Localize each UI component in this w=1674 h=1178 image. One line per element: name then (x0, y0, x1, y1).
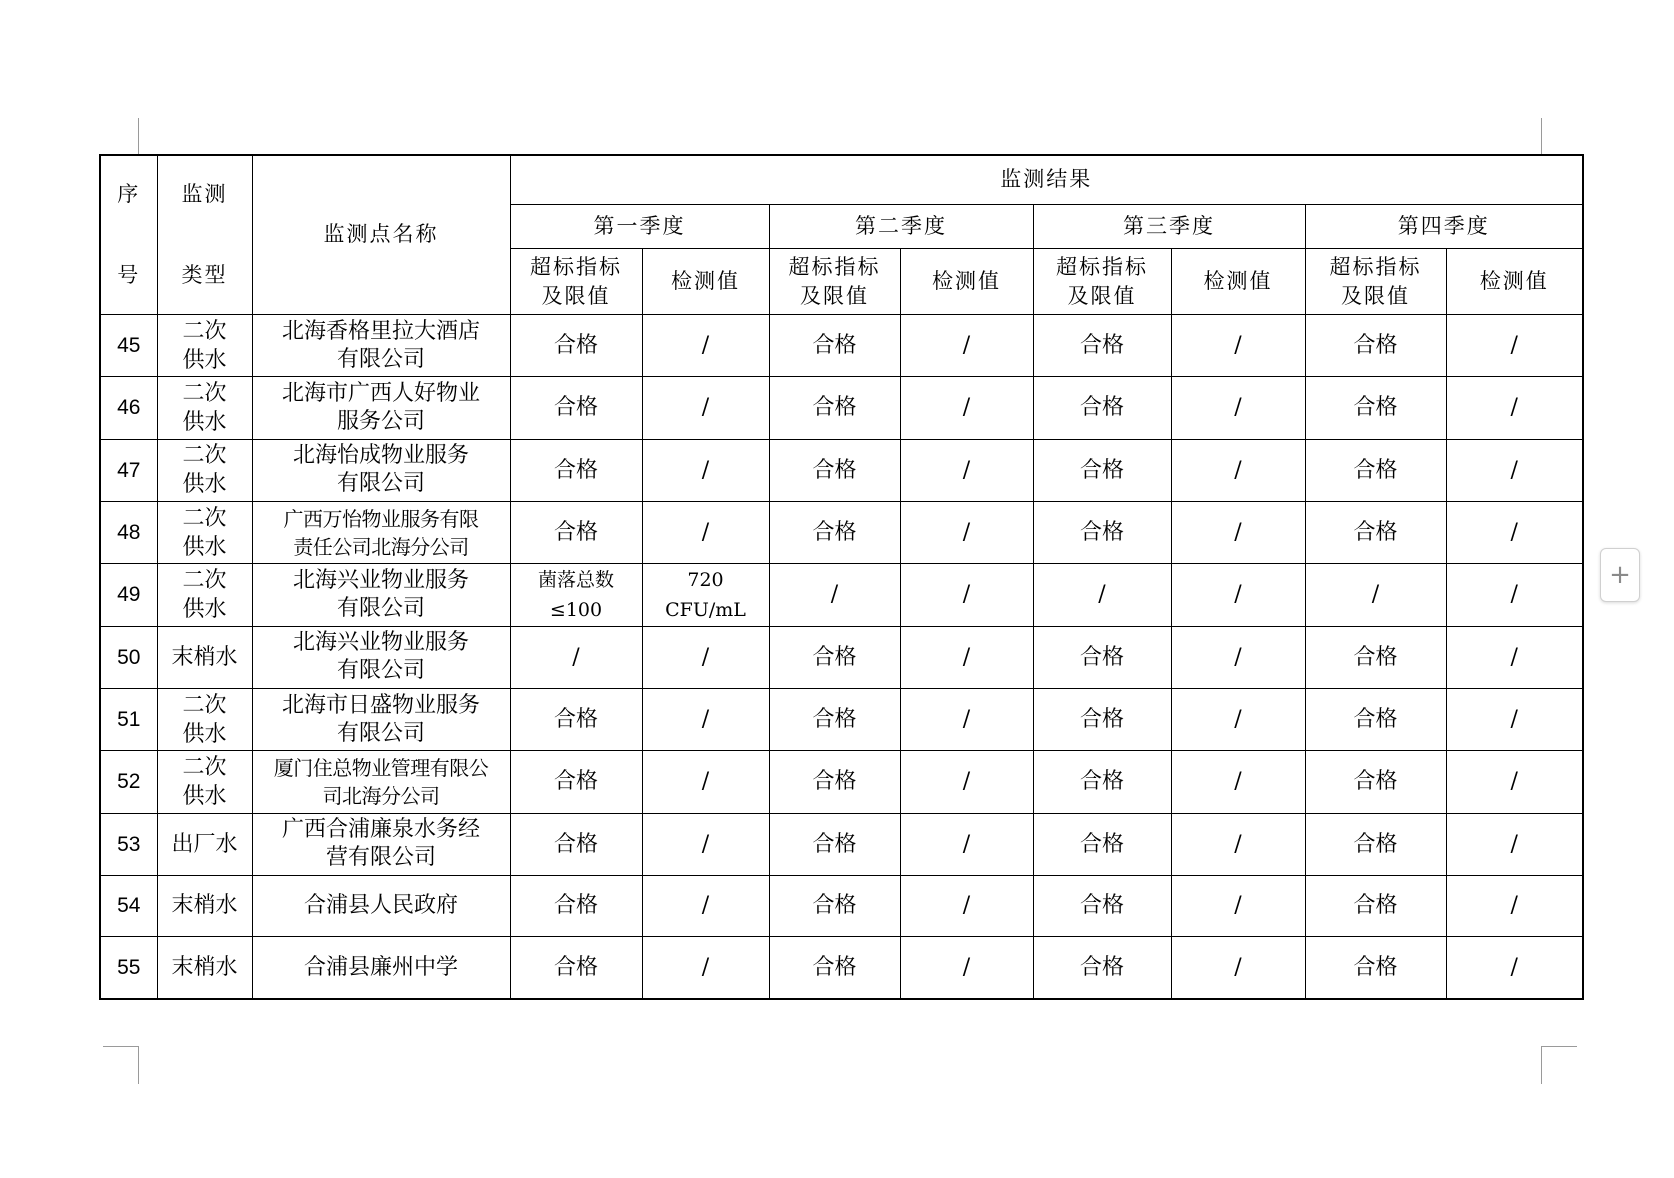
cell-value: 720 (687, 568, 724, 591)
q2-measured-cell (900, 937, 1033, 999)
q3-exceed-cell (1033, 813, 1171, 875)
monitoring-type-line: 末梢水 (171, 644, 238, 670)
q3-exceed-cell (1033, 626, 1171, 688)
crop-mark-top-right (1541, 118, 1542, 154)
q3-exceed-cell (1033, 439, 1171, 501)
cell-value: / (962, 707, 971, 732)
q2-measured-cell (900, 813, 1033, 875)
site-name-line: 北海市日盛物业服务 (281, 692, 480, 718)
cell-value: / (1234, 520, 1242, 546)
header-exceed-line: 超标指标 (530, 254, 622, 279)
monitoring-type-line: 二次 (182, 505, 227, 531)
table-row (100, 937, 1583, 999)
cell-value: / (962, 644, 971, 670)
cell-value: 合格 (812, 644, 857, 670)
q3-measured-cell (1171, 564, 1305, 626)
cell-value: / (1234, 707, 1242, 732)
header-exceed-line: 及限值 (1341, 283, 1410, 308)
q4-measured-cell (1446, 564, 1583, 626)
cell-value: 合格 (812, 893, 857, 919)
monitoring-type-line: 供水 (182, 409, 227, 435)
q3-measured-cell (1171, 314, 1305, 376)
table-row (100, 501, 1583, 563)
cell-value: 合格 (553, 707, 598, 732)
header-exceed-q2 (769, 249, 900, 314)
row-number: 55 (100, 937, 157, 999)
q3-measured-cell (1171, 377, 1305, 439)
cell-value: / (1234, 955, 1242, 981)
cell-value: / (1234, 333, 1242, 359)
cell-value: 合格 (1079, 831, 1124, 857)
site-name-line: 北海市广西人好物业 (281, 380, 480, 406)
cell-value: 合格 (1079, 769, 1124, 795)
header-quarter-4: 第四季度 (1305, 204, 1583, 249)
cell-value: 合格 (1353, 707, 1398, 732)
monitoring-type-line: 出厂水 (171, 831, 238, 857)
cell-value: / (1510, 520, 1518, 546)
site-name (252, 564, 510, 626)
q2-measured-cell (900, 439, 1033, 501)
header-exceed-line: 及限值 (541, 283, 611, 308)
q2-exceed-cell (769, 751, 900, 813)
site-name-line: 北海怡成物业服务 (292, 443, 469, 469)
q4-measured-cell (1446, 377, 1583, 439)
cell-value: 合格 (553, 395, 598, 421)
site-name-line: 合浦县人民政府 (303, 892, 458, 918)
header-measured-q4: 检测值 (1446, 249, 1583, 314)
q4-measured-cell (1446, 439, 1583, 501)
q4-exceed-cell (1305, 626, 1446, 688)
header-exceed-line: 超标指标 (1056, 254, 1148, 279)
cell-value: 合格 (1353, 955, 1398, 981)
q1-measured-cell (642, 688, 769, 750)
site-name (252, 813, 510, 875)
q4-exceed-cell (1305, 501, 1446, 563)
cell-value: 合格 (1353, 520, 1398, 546)
cell-value: / (1234, 893, 1242, 919)
crop-mark-top-left (138, 118, 139, 154)
cell-value: / (1098, 582, 1106, 608)
site-name (252, 377, 510, 439)
cell-value: / (1510, 955, 1518, 981)
q2-measured-cell (900, 314, 1033, 376)
monitoring-type (157, 377, 252, 439)
q2-measured-cell (900, 501, 1033, 563)
monitoring-type-line: 供水 (182, 721, 227, 747)
q1-exceed-cell (510, 377, 642, 439)
cell-value: / (572, 644, 580, 670)
q4-measured-cell (1446, 937, 1583, 999)
cell-value: / (701, 955, 710, 981)
cell-value: / (962, 769, 971, 795)
cell-value: / (701, 395, 710, 421)
q4-measured-cell (1446, 875, 1583, 936)
cell-value: 合格 (553, 769, 598, 795)
cell-value: / (962, 582, 971, 608)
cell-value: 合格 (812, 520, 857, 546)
q1-measured-cell (642, 751, 769, 813)
cell-value: 合格 (553, 831, 598, 857)
q3-measured-cell (1171, 626, 1305, 688)
crop-mark-bottom-left-v (138, 1046, 139, 1084)
site-name-line: 司北海分公司 (322, 783, 440, 808)
cell-value: 合格 (1353, 395, 1398, 421)
site-name-line: 合浦县廉州中学 (303, 954, 458, 980)
q1-exceed-cell (510, 875, 642, 936)
header-site-name: 监测点名称 (252, 155, 510, 314)
q3-exceed-cell (1033, 875, 1171, 936)
q4-exceed-cell (1305, 439, 1446, 501)
q3-measured-cell (1171, 875, 1305, 936)
site-name-line: 广西合浦廉泉水务经 (281, 817, 480, 843)
q1-measured-cell (642, 626, 769, 688)
site-name-line: 北海兴业物业服务 (292, 567, 469, 593)
cell-value: / (1234, 395, 1242, 421)
monitoring-type-line: 供水 (182, 472, 227, 498)
site-name-line: 有限公司 (336, 658, 425, 684)
cell-value: / (701, 520, 710, 546)
monitoring-type (157, 813, 252, 875)
q1-exceed-cell (510, 937, 642, 999)
site-name-line: 有限公司 (336, 720, 425, 746)
monitoring-type (157, 751, 252, 813)
q1-measured-cell (642, 875, 769, 936)
header-results: 监测结果 (510, 155, 1583, 204)
q1-measured-cell (642, 564, 769, 626)
q2-measured-cell (900, 377, 1033, 439)
cell-value: 合格 (1079, 955, 1124, 981)
table-row (100, 564, 1583, 626)
cell-value: / (1510, 769, 1518, 795)
header-exceed-q4 (1305, 249, 1446, 314)
site-name (252, 501, 510, 563)
table-row (100, 314, 1583, 376)
header-measured-q1: 检测值 (642, 249, 769, 314)
cell-value: 合格 (1079, 893, 1124, 919)
monitoring-type-line: 供水 (182, 596, 227, 622)
site-name-line: 责任公司北海分公司 (293, 534, 469, 559)
cell-value: 合格 (812, 769, 857, 795)
header-exceed-line: 超标指标 (1329, 254, 1422, 279)
q4-measured-cell (1446, 501, 1583, 563)
cell-value: 合格 (812, 457, 857, 483)
q1-measured-cell (642, 439, 769, 501)
cell-value: / (1510, 333, 1518, 359)
cell-value: 合格 (1079, 707, 1124, 732)
cell-value: / (830, 582, 839, 608)
cell-value: 合格 (553, 520, 598, 546)
q4-exceed-cell (1305, 751, 1446, 813)
cell-value: CFU/mL (665, 598, 746, 621)
q1-measured-cell (642, 813, 769, 875)
q3-exceed-cell (1033, 751, 1171, 813)
header-exceed-line: 超标指标 (788, 254, 881, 279)
cell-value: 合格 (1079, 457, 1124, 483)
site-name (252, 314, 510, 376)
row-number: 45 (100, 314, 157, 376)
table-row (100, 626, 1583, 688)
site-name-line: 厦门住总物业管理有限公 (273, 755, 489, 780)
cell-value: 合格 (812, 955, 857, 981)
cell-value: 合格 (812, 707, 857, 732)
q3-measured-cell (1171, 439, 1305, 501)
header-type (157, 155, 252, 314)
cell-value: 合格 (812, 831, 857, 857)
q1-exceed-cell (510, 751, 642, 813)
monitoring-type (157, 937, 252, 999)
monitoring-type (157, 314, 252, 376)
q1-exceed-cell (510, 564, 642, 626)
q1-exceed-cell (510, 626, 642, 688)
crop-mark-bottom-right-v (1541, 1046, 1542, 1084)
q3-exceed-cell (1033, 564, 1171, 626)
q1-measured-cell (642, 501, 769, 563)
q4-exceed-cell (1305, 688, 1446, 750)
monitoring-type-line: 二次 (182, 692, 227, 718)
q3-exceed-cell (1033, 937, 1171, 999)
cell-value: 合格 (1353, 644, 1398, 670)
cell-value: / (701, 457, 710, 483)
crop-mark-bottom-left-h (103, 1046, 139, 1047)
cell-value: / (1510, 893, 1518, 919)
q3-measured-cell (1171, 937, 1305, 999)
q1-exceed-cell (510, 314, 642, 376)
table-row (100, 751, 1583, 813)
q1-exceed-cell (510, 501, 642, 563)
cell-value: / (962, 333, 971, 359)
q3-measured-cell (1171, 688, 1305, 750)
cell-value: 合格 (1079, 644, 1124, 670)
row-number: 50 (100, 626, 157, 688)
cell-value: 合格 (1353, 893, 1398, 919)
q3-measured-cell (1171, 813, 1305, 875)
q1-measured-cell (642, 377, 769, 439)
monitoring-type-line: 供水 (182, 783, 227, 809)
site-name (252, 875, 510, 936)
q3-exceed-cell (1033, 377, 1171, 439)
cell-value: 合格 (1353, 457, 1398, 483)
cell-value: / (1371, 582, 1380, 608)
crop-mark-bottom-right-h (1541, 1046, 1577, 1047)
cell-value: / (962, 955, 971, 981)
site-name-line: 有限公司 (336, 346, 425, 372)
q1-exceed-cell (510, 439, 642, 501)
row-number: 54 (100, 875, 157, 936)
cell-value: / (962, 395, 971, 421)
row-number: 46 (100, 377, 157, 439)
cell-value: / (1234, 644, 1242, 670)
cell-value: / (1510, 831, 1518, 857)
q4-exceed-cell (1305, 937, 1446, 999)
cell-value: 合格 (812, 395, 857, 421)
header-measured-q2: 检测值 (900, 249, 1033, 314)
cell-value: / (1510, 644, 1518, 670)
table-row (100, 813, 1583, 875)
monitoring-type-line: 供水 (182, 347, 227, 373)
header-type-line1: 监测 (181, 181, 228, 206)
cell-value: / (1510, 457, 1518, 483)
cell-value: / (1510, 395, 1518, 421)
cell-value: 合格 (1353, 333, 1398, 359)
table-row (100, 377, 1583, 439)
cell-value: / (701, 831, 710, 857)
q2-exceed-cell (769, 314, 900, 376)
site-name (252, 937, 510, 999)
cell-value: ≤100 (549, 598, 603, 621)
q4-measured-cell (1446, 314, 1583, 376)
header-exceed-q3 (1033, 249, 1171, 314)
site-name-line: 北海香格里拉大酒店 (281, 318, 480, 344)
q3-exceed-cell (1033, 688, 1171, 750)
q4-measured-cell (1446, 813, 1583, 875)
header-quarter-2: 第二季度 (769, 204, 1033, 249)
site-name-line: 营有限公司 (325, 845, 436, 871)
add-icon[interactable]: + (1600, 548, 1640, 602)
monitoring-type-line: 二次 (182, 443, 227, 469)
header-measured-q3: 检测值 (1171, 249, 1305, 314)
header-exceed-q1 (510, 249, 642, 314)
cell-value: / (962, 520, 971, 546)
q2-exceed-cell (769, 937, 900, 999)
cell-value: 合格 (553, 955, 598, 981)
q2-exceed-cell (769, 626, 900, 688)
monitoring-type-line: 末梢水 (171, 955, 238, 981)
cell-value: / (962, 457, 971, 483)
table-row (100, 688, 1583, 750)
monitoring-type (157, 439, 252, 501)
row-number: 52 (100, 751, 157, 813)
q2-exceed-cell (769, 564, 900, 626)
cell-value: / (701, 333, 710, 359)
row-number: 51 (100, 688, 157, 750)
q4-measured-cell (1446, 626, 1583, 688)
q2-exceed-cell (769, 688, 900, 750)
cell-value: / (962, 893, 971, 919)
q2-exceed-cell (769, 875, 900, 936)
cell-value: 合格 (553, 893, 598, 919)
cell-value: / (962, 831, 971, 857)
monitoring-type-line: 二次 (182, 380, 227, 406)
monitoring-type (157, 501, 252, 563)
q1-exceed-cell (510, 813, 642, 875)
site-name-line: 有限公司 (336, 471, 425, 497)
monitoring-type-line: 二次 (182, 567, 227, 593)
cell-value: 合格 (1079, 395, 1124, 421)
monitoring-results-table (99, 154, 1584, 1000)
cell-value: 菌落总数 (537, 568, 614, 591)
q4-exceed-cell (1305, 377, 1446, 439)
q2-measured-cell (900, 688, 1033, 750)
q4-measured-cell (1446, 751, 1583, 813)
cell-value: / (701, 769, 710, 795)
header-seq (100, 155, 157, 314)
q1-measured-cell (642, 937, 769, 999)
header-row-1 (100, 155, 1583, 204)
site-name (252, 751, 510, 813)
q2-measured-cell (900, 564, 1033, 626)
site-name-line: 服务公司 (336, 408, 425, 434)
cell-value: / (1234, 769, 1242, 795)
header-seq-line1: 序 (117, 181, 141, 206)
header-seq-line2: 号 (117, 262, 141, 287)
cell-value: 合格 (1079, 333, 1124, 359)
cell-value: / (1234, 457, 1242, 483)
q2-measured-cell (900, 751, 1033, 813)
monitoring-type-line: 二次 (182, 318, 227, 344)
row-number: 49 (100, 564, 157, 626)
q2-measured-cell (900, 626, 1033, 688)
cell-value: 合格 (553, 457, 598, 483)
row-number: 53 (100, 813, 157, 875)
site-name-line: 广西万怡物业服务有限 (283, 506, 479, 531)
row-number: 48 (100, 501, 157, 563)
q2-exceed-cell (769, 439, 900, 501)
site-name (252, 439, 510, 501)
cell-value: / (1510, 582, 1518, 608)
q4-exceed-cell (1305, 314, 1446, 376)
q4-exceed-cell (1305, 813, 1446, 875)
monitoring-type (157, 626, 252, 688)
cell-value: / (701, 644, 710, 670)
q4-exceed-cell (1305, 564, 1446, 626)
cell-value: 合格 (1079, 520, 1124, 546)
header-quarter-1: 第一季度 (510, 204, 769, 249)
q3-measured-cell (1171, 751, 1305, 813)
monitoring-type (157, 688, 252, 750)
cell-value: / (1234, 831, 1242, 857)
monitoring-type-line: 二次 (182, 754, 227, 780)
cell-value: 合格 (553, 333, 598, 359)
site-name-line: 有限公司 (336, 595, 425, 621)
q2-measured-cell (900, 875, 1033, 936)
table-row (100, 875, 1583, 936)
q4-measured-cell (1446, 688, 1583, 750)
q3-exceed-cell (1033, 501, 1171, 563)
site-name (252, 626, 510, 688)
site-name (252, 688, 510, 750)
cell-value: / (701, 893, 710, 919)
header-exceed-line: 及限值 (1067, 283, 1137, 308)
q2-exceed-cell (769, 813, 900, 875)
cell-value: 合格 (1353, 769, 1398, 795)
q2-exceed-cell (769, 501, 900, 563)
header-exceed-line: 及限值 (800, 283, 869, 308)
q4-exceed-cell (1305, 875, 1446, 936)
monitoring-type-line: 末梢水 (171, 893, 238, 919)
cell-value: / (701, 707, 710, 732)
q3-measured-cell (1171, 501, 1305, 563)
q1-exceed-cell (510, 688, 642, 750)
monitoring-type-line: 供水 (182, 534, 227, 560)
monitoring-type (157, 564, 252, 626)
site-name-line: 北海兴业物业服务 (292, 630, 469, 656)
cell-value: 合格 (812, 333, 857, 359)
row-number: 47 (100, 439, 157, 501)
cell-value: 合格 (1353, 831, 1398, 857)
table-row (100, 439, 1583, 501)
q2-exceed-cell (769, 377, 900, 439)
q3-exceed-cell (1033, 314, 1171, 376)
q1-measured-cell (642, 314, 769, 376)
monitoring-type (157, 875, 252, 936)
header-type-line2: 类型 (181, 262, 228, 287)
header-quarter-3: 第三季度 (1033, 204, 1305, 249)
cell-value: / (1510, 707, 1518, 732)
cell-value: / (1234, 582, 1242, 608)
